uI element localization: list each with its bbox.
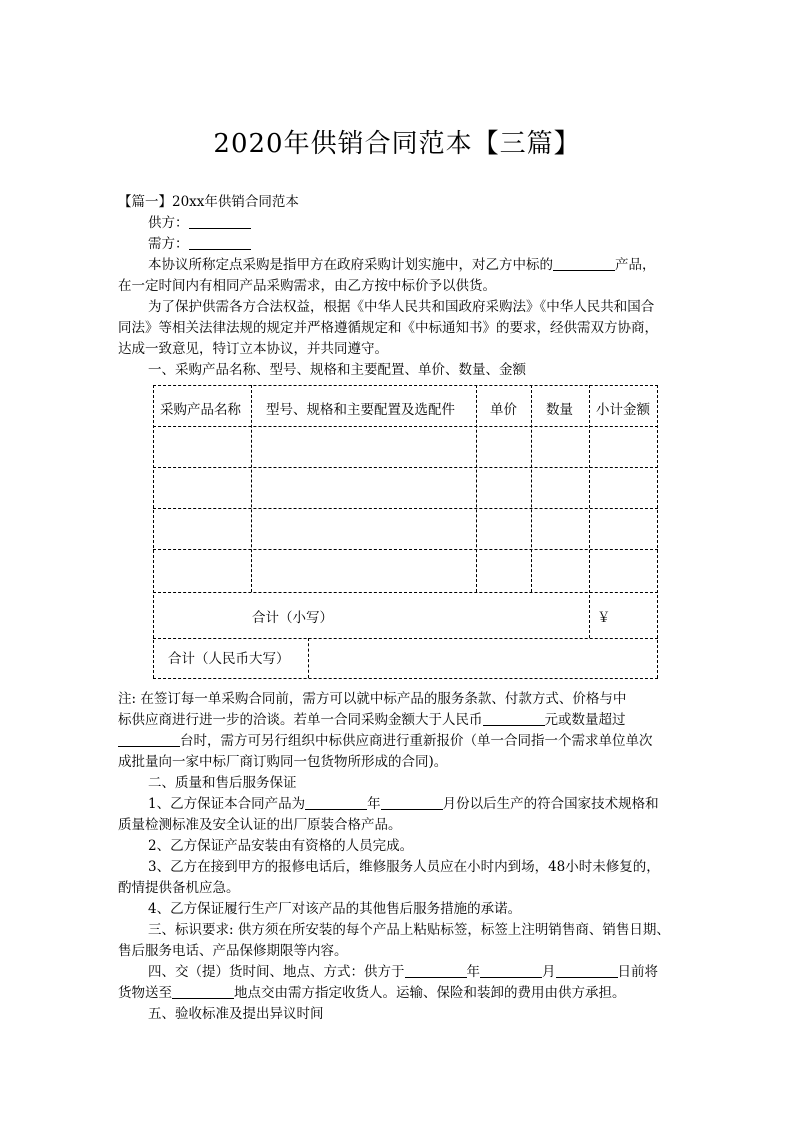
section-heading [148,962,678,983]
table-rule [153,592,658,593]
total-small-label: 合计（小写） [252,610,333,626]
table-col-rule [153,385,154,678]
supplier-label: 供方： [148,215,189,231]
paragraph-line [148,255,678,276]
text-span: 本协议所称定点采购是指甲方在政府采购计划实施中，对乙方中标的 [148,257,553,273]
section-heading: 五、验收标准及提出异议时间 [148,1006,324,1022]
page-title: 2020年供销合同范本【三篇】 [213,129,581,159]
paragraph-line: 达成一致意见，特订立本协议，并共同遵守。 [118,341,388,357]
fill-blank [483,711,545,726]
section-heading: 二、质量和售后服务保证 [148,775,297,791]
section-heading: 三、标识要求: 供方须在所安装的每个产品上粘贴标签，标签上注明销售商、销售日期、 [148,922,670,938]
table-header-cell: 小计金额 [596,402,650,418]
text-span: 四、交（提）货时间、地点、方式：供方于 [148,964,405,980]
fill-blank [405,963,467,978]
yen-sign: ￥ [597,610,611,626]
paragraph-line [118,731,678,752]
text-span: 月 [542,964,556,980]
paragraph-line: 在一定时间内有相同产品采购需求，由乙方按中标价予以供货。 [118,278,496,294]
buyer-label: 需方： [148,236,189,252]
table-rule [153,678,658,679]
fill-blank [381,795,443,810]
table-header-cell: 数量 [546,402,573,418]
table-col-rule [589,385,590,638]
table-rule [153,549,658,550]
paragraph-line: 酌情提供备机应急。 [118,880,240,896]
paragraph-line [118,710,678,731]
text-span: 月份以后生产的符合国家技术规格和 [442,796,659,812]
table-col-rule [251,385,252,592]
text-span: 货物送至 [118,985,172,1001]
text-span: 日前将 [617,964,658,980]
total-big-label: 合计（人民币大写） [168,651,290,667]
fill-blank [305,795,367,810]
fill-blank [553,256,615,271]
fill-blank [556,963,618,978]
fill-blank [172,984,234,999]
text-span: 标供应商进行进一步的洽谈。若单一合同采购金额大于人民币 [118,712,483,728]
text-span: 元或数量超过 [544,712,626,728]
table-rule [153,638,658,639]
fill-blank [118,732,180,747]
paragraph-line: 成批量向一家中标厂商订购同一包货物所形成的合同)。 [118,754,448,770]
table-col-rule [476,385,477,592]
paragraph-line: 质量检测标准及安全认证的出厂原装合格产品。 [118,817,402,833]
paragraph-line [148,794,678,815]
table-col-rule [657,385,658,678]
paragraph-line: 同法》等相关法律法规的规定并严格遵循规定和《中标通知书》的要求，经供需双方协商， [118,320,658,336]
buyer-line [148,234,678,255]
table-rule [153,385,658,386]
paragraph-line: 4、乙方保证履行生产厂对该产品的其他售后服务措施的承诺。 [148,901,522,917]
table-col-rule [308,638,309,678]
table-rule [153,467,658,468]
supplier-line [148,213,678,234]
text-span: 年 [466,964,480,980]
table-header-cell: 型号、规格和主要配置及选配件 [266,402,455,418]
text-span: 产品， [615,257,656,273]
table-rule [153,426,658,427]
paragraph-line: 3、乙方在接到甲方的报修电话后，维修服务人员应在小时内到场，48小时未修复的， [148,859,660,875]
paragraph-line: 售后服务电话、产品保修期限等内容。 [118,943,348,959]
fill-blank [480,963,542,978]
paragraph-line [118,983,678,1004]
table-header-cell: 采购产品名称 [160,402,241,418]
text-span: 台时，需方可另行组织中标供应商进行重新报价（单一合同指一个需求单位单次 [180,733,653,749]
paragraph-line: 注: 在签订每一单采购合同前，需方可以就中标产品的服务条款、付款方式、价格与中 [118,691,627,707]
text-span: 年 [367,796,381,812]
section-heading: 一、采购产品名称、型号、规格和主要配置、单价、数量、金额 [148,362,526,378]
paragraph-line: 2、乙方保证产品安装由有资格的人员完成。 [148,838,414,854]
table-col-rule [531,385,532,592]
supplier-blank [189,214,251,229]
section-heading: 【篇一】20xx年供销合同范本 [118,194,299,210]
table-rule [153,508,658,509]
buyer-blank [189,235,251,250]
table-header-cell: 单价 [490,402,517,418]
text-span: 地点交由需方指定收货人。运输、保险和装卸的费用由供方承担。 [234,985,626,1001]
paragraph-line: 为了保护供需各方合法权益，根据《中华人民共和国政府采购法》《中华人民共和国合 [148,299,655,315]
text-span: 1、乙方保证本合同产品为 [148,796,306,812]
